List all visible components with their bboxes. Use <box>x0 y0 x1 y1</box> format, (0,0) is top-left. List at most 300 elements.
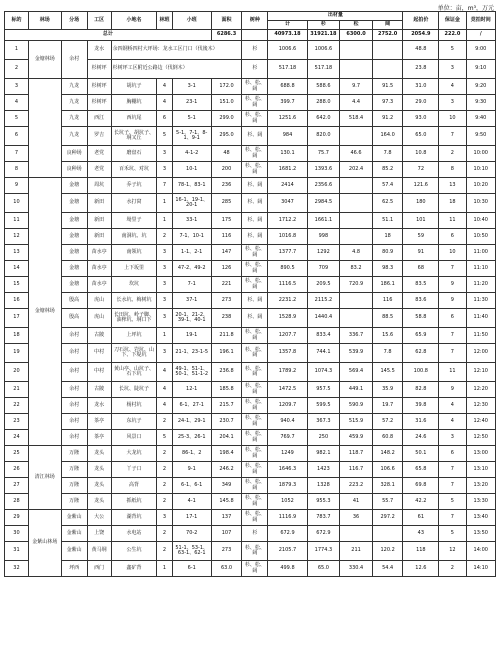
cell-total: 769.7 <box>268 430 307 446</box>
cell-place: 上坪坑 <box>111 328 157 344</box>
cell-broad: 88.5 <box>372 309 402 328</box>
cell-species: 杉、阔 <box>242 127 268 146</box>
cell-branch: 万隆 <box>61 446 87 462</box>
cell-dep: 11 <box>439 363 466 382</box>
cell-area: 285 <box>211 194 241 213</box>
cell-total: 1209.7 <box>268 398 307 414</box>
cell-time: 11:00 <box>466 245 496 261</box>
cell-broad: 19.7 <box>372 398 402 414</box>
cell-dep: 6 <box>439 229 466 245</box>
cell-dep: 8 <box>439 162 466 178</box>
cell-xiao: 47-2、49-2 <box>172 261 211 277</box>
cell-xiao: 7-1 <box>172 277 211 293</box>
cell-price: 83.5 <box>403 277 439 293</box>
cell-pine: 449.1 <box>340 382 373 398</box>
cell-total: 1249 <box>268 446 307 462</box>
cell-dep: 7 <box>439 478 466 494</box>
header-area: 面积 <box>211 12 241 30</box>
cell-area: 211.8 <box>211 328 241 344</box>
cell-broad: 80.9 <box>372 245 402 261</box>
cell-total: 517.18 <box>268 60 307 79</box>
table-row <box>5 79 496 95</box>
cell-fir: 2356.6 <box>307 178 340 194</box>
cell-price: 93.0 <box>403 111 439 127</box>
cell-time: 9:30 <box>466 95 496 111</box>
cell-seq: 13 <box>5 245 29 261</box>
cell-branch: 金塘 <box>61 229 87 245</box>
cell-species: 杉、松、阔 <box>242 561 268 577</box>
cell-place: 南洞坑、坑 <box>111 229 157 245</box>
table-row <box>5 95 496 111</box>
total-species <box>242 30 268 41</box>
cell-seq: 3 <box>5 79 29 95</box>
cell-ban: 3 <box>157 245 172 261</box>
cell-ban: 2 <box>157 462 172 478</box>
cell-area: 126 <box>211 261 241 277</box>
cell-dep: 4 <box>439 79 466 95</box>
cell-price: 48.8 <box>403 41 439 60</box>
cell-seq: 4 <box>5 95 29 111</box>
cell-species: 杉、松、阔 <box>242 111 268 127</box>
header-branch: 分场 <box>61 12 87 30</box>
cell-pine: 4.4 <box>340 95 373 111</box>
cell-seq: 2 <box>5 60 29 79</box>
cell-place: 鑫矿背 <box>111 561 157 577</box>
cell-fir: 833.4 <box>307 328 340 344</box>
cell-dep: 10 <box>439 245 466 261</box>
cell-forest: 金紫山林场 <box>28 510 61 577</box>
table-row <box>5 178 496 194</box>
cell-fir: 1440.4 <box>307 309 340 328</box>
cell-branch: 余村 <box>61 382 87 398</box>
cell-branch: 余村 <box>61 344 87 363</box>
cell-time: 9:00 <box>466 41 496 60</box>
cell-fir: 209.5 <box>307 277 340 293</box>
cell-total: 130.1 <box>268 146 307 162</box>
cell-area: 185.8 <box>211 382 241 398</box>
cell-pine: 116.7 <box>340 462 373 478</box>
cell-total: 499.8 <box>268 561 307 577</box>
cell-branch: 金塘 <box>61 194 87 213</box>
cell-time: 12:20 <box>466 382 496 398</box>
cell-fir: 783.7 <box>307 510 340 526</box>
table-row <box>5 328 496 344</box>
cell-place: 抓纸坑 <box>111 494 157 510</box>
cell-xiao: 51-1、53-1、63-1、62-1 <box>172 542 211 561</box>
cell-species: 杉、松、阔 <box>242 277 268 293</box>
cell-dep: 18 <box>439 194 466 213</box>
cell-area: 204.1 <box>211 430 241 446</box>
cell-species: 杉、松、阔 <box>242 162 268 178</box>
cell-xiao: 6-1、6-1 <box>172 478 211 494</box>
cell-place: 杨村坑 <box>111 398 157 414</box>
cell-broad: 328.1 <box>372 478 402 494</box>
cell-species: 杉、松、阔 <box>242 261 268 277</box>
cell-seq: 19 <box>5 344 29 363</box>
cell-area: 116 <box>211 229 241 245</box>
total-fir: 31921.18 <box>307 30 340 41</box>
cell-broad: 15.6 <box>372 328 402 344</box>
cell-ban: 5 <box>157 430 172 446</box>
cell-species: 杉、松、阔 <box>242 430 268 446</box>
cell-price: 39.8 <box>403 398 439 414</box>
cell-branch: 九龙 <box>61 79 87 95</box>
cell-price: 58.8 <box>403 309 439 328</box>
cell-broad <box>372 526 402 542</box>
cell-xiao: 78-1、83-1 <box>172 178 211 194</box>
cell-work-area: 龙水 <box>87 41 111 60</box>
cell-area: 299.0 <box>211 111 241 127</box>
cell-branch: 金塘 <box>61 245 87 261</box>
cell-species: 杉、松、阔 <box>242 245 268 261</box>
cell-species: 杉 <box>242 60 268 79</box>
cell-branch: 余村 <box>61 430 87 446</box>
cell-pine <box>340 60 373 79</box>
total-volume: 40973.18 <box>268 30 307 41</box>
cell-seq: 1 <box>5 41 29 60</box>
cell-price: 68 <box>403 261 439 277</box>
cell-fir: 642.0 <box>307 111 340 127</box>
cell-ban: 1 <box>157 328 172 344</box>
cell-xiao: 33-1 <box>172 213 211 229</box>
cell-seq: 20 <box>5 363 29 382</box>
cell-fir: 1393.6 <box>307 162 340 178</box>
cell-species: 杉、松、阔 <box>242 79 268 95</box>
header-seq: 标的 <box>5 12 29 30</box>
cell-price: 180 <box>403 194 439 213</box>
cell-area-name: 新田 <box>87 229 111 245</box>
cell-seq: 10 <box>5 194 29 213</box>
cell-time: 13:20 <box>466 478 496 494</box>
cell-fir: 982.1 <box>307 446 340 462</box>
cell-place: 坎坑 <box>111 277 157 293</box>
cell-seq: 28 <box>5 494 29 510</box>
cell-broad: 97.3 <box>372 95 402 111</box>
table-row <box>5 462 496 478</box>
cell-seq: 14 <box>5 261 29 277</box>
cell-pine: 9.7 <box>340 79 373 95</box>
cell-broad: 35.9 <box>372 382 402 398</box>
cell-xiao: 1-1、2-1 <box>172 245 211 261</box>
cell-broad: 54.4 <box>372 561 402 577</box>
cell-branch: 余村 <box>61 363 87 382</box>
header-fir: 杉 <box>307 21 340 30</box>
cell-fir: 672.9 <box>307 526 340 542</box>
cell-place: 高背 <box>111 478 157 494</box>
table-row <box>5 478 496 494</box>
cell-area: 273 <box>211 542 241 561</box>
cell-area: 221 <box>211 277 241 293</box>
cell-total: 1472.5 <box>268 382 307 398</box>
cell-area-name: 苗水亭 <box>87 245 111 261</box>
cell-pine <box>340 309 373 328</box>
cell-area: 238 <box>211 309 241 328</box>
cell-place: 公生坑 <box>111 542 157 561</box>
cell-total: 1052 <box>268 494 307 510</box>
table-row <box>5 446 496 462</box>
cell-species: 杉、松、阔 <box>242 146 268 162</box>
cell-ban: 2 <box>157 526 172 542</box>
cell-price: 31.0 <box>403 79 439 95</box>
cell-price: 42.2 <box>403 494 439 510</box>
cell-place: 长坑、陡坑子 <box>111 382 157 398</box>
cell-seq: 29 <box>5 510 29 526</box>
cell-price: 43 <box>403 526 439 542</box>
cell-species: 杉、松、阔 <box>242 510 268 526</box>
cell-pine <box>340 293 373 309</box>
cell-total: 1646.3 <box>268 462 307 478</box>
cell-broad: 148.2 <box>372 446 402 462</box>
cell-branch: 万隆 <box>61 462 87 478</box>
cell-price: 61 <box>403 510 439 526</box>
cell-price: 100.8 <box>403 363 439 382</box>
table-row <box>5 561 496 577</box>
cell-pine: 118.7 <box>340 446 373 462</box>
cell-ban: 3 <box>157 277 172 293</box>
cell-time: 14:10 <box>466 561 496 577</box>
cell-total: 1116.9 <box>268 510 307 526</box>
cell-ban: 1 <box>157 561 172 577</box>
cell-seq: 17 <box>5 309 29 328</box>
cell-ban: 1 <box>157 213 172 229</box>
cell-broad: 164.0 <box>372 127 402 146</box>
cell-ban: 7 <box>157 178 172 194</box>
cell-place: 刀石坑、岩坑、山下、下堤坑 <box>111 344 157 363</box>
cell-pine: 720.9 <box>340 277 373 293</box>
cell-fir: 1006.6 <box>307 41 340 60</box>
cell-xiao: 16-1、19-1、20-1 <box>172 194 211 213</box>
cell-area-name: 古陂 <box>87 328 111 344</box>
cell-dep: 3 <box>439 95 466 111</box>
cell-fir: 709 <box>307 261 340 277</box>
cell-total: 2105.7 <box>268 542 307 561</box>
cell-pine <box>340 178 373 194</box>
table-row <box>5 245 496 261</box>
cell-total: 1712.2 <box>268 213 307 229</box>
cell-seq: 16 <box>5 293 29 309</box>
cell-place: 水电站 <box>111 526 157 542</box>
table-row <box>5 229 496 245</box>
cell-work-area: 杉树坪 <box>87 60 111 79</box>
cell-time: 10:40 <box>466 213 496 229</box>
cell-dep: 9 <box>439 382 466 398</box>
cell-species: 杉 <box>242 526 268 542</box>
cell-price: 72 <box>403 162 439 178</box>
cell-ban: 2 <box>157 414 172 430</box>
cell-area-name: 西江 <box>87 111 111 127</box>
cell-species: 杉、松、阔 <box>242 382 268 398</box>
cell-branch: 九龙 <box>61 127 87 146</box>
cell-area-name: 周坑 <box>87 178 111 194</box>
header-start-price: 起拍价 <box>403 12 439 30</box>
cell-dep: 6 <box>439 309 466 328</box>
cell-place: 乔子坑 <box>111 178 157 194</box>
cell-price: 121.6 <box>403 178 439 194</box>
cell-place: 磨盘石 <box>111 146 157 162</box>
cell-time: 9:20 <box>466 79 496 95</box>
cell-xiao: 17-1 <box>172 510 211 526</box>
cell-area-name: 新田 <box>87 213 111 229</box>
cell-seq: 15 <box>5 277 29 293</box>
cell-dep: 11 <box>439 213 466 229</box>
cell-area-name: 上饶 <box>87 526 111 542</box>
cell-price: 118 <box>403 542 439 561</box>
cell-species: 杉、松、阔 <box>242 95 268 111</box>
cell-total: 399.7 <box>268 95 307 111</box>
cell-broad: 106.6 <box>372 462 402 478</box>
cell-total: 1251.6 <box>268 111 307 127</box>
cell-branch: 九龙 <box>61 95 87 111</box>
header-auction-time: 竞拍时间 <box>466 12 496 30</box>
total-pine: 6300.0 <box>340 30 373 41</box>
cell-species: 杉、松、阔 <box>242 344 268 363</box>
cell-broad: 116 <box>372 293 402 309</box>
cell-area-name: 龙头 <box>87 446 111 462</box>
cell-area-name: 苗水亭 <box>87 261 111 277</box>
table-row <box>5 127 496 146</box>
cell-place: 西坑尾 <box>111 111 157 127</box>
cell-area-name: 中村 <box>87 344 111 363</box>
cell-fir: 367.3 <box>307 414 340 430</box>
cell-ban: 3 <box>157 344 172 363</box>
cell-ban: 4 <box>157 79 172 95</box>
cell-total: 1681.2 <box>268 162 307 178</box>
cell-dep: 5 <box>439 41 466 60</box>
cell-species: 杉、松、阔 <box>242 363 268 382</box>
cell-pine <box>340 41 373 60</box>
cell-branch: 良种场 <box>61 146 87 162</box>
cell-pine <box>340 526 373 542</box>
total-deposit: 222.0 <box>439 30 466 41</box>
cell-broad: 18 <box>372 229 402 245</box>
cell-pine <box>340 194 373 213</box>
cell-ban: 1 <box>157 194 172 213</box>
cell-broad: 145.5 <box>372 363 402 382</box>
cell-broad: 57.2 <box>372 414 402 430</box>
cell-broad: 55.7 <box>372 494 402 510</box>
table-row <box>5 41 496 60</box>
total-broad: 2752.0 <box>372 30 402 41</box>
cell-pine: 336.7 <box>340 328 373 344</box>
cell-dep: 5 <box>439 494 466 510</box>
cell-area: 175 <box>211 213 241 229</box>
cell-place: 胸棚坑 <box>111 95 157 111</box>
cell-pine <box>340 213 373 229</box>
cell-area-name: 大公 <box>87 510 111 526</box>
cell-area-name: 黄马垌 <box>87 542 111 561</box>
table-row <box>5 344 496 363</box>
table-row <box>5 414 496 430</box>
cell-place: 湖背坑 <box>111 510 157 526</box>
cell-branch: 万隆 <box>61 478 87 494</box>
cell-area: 147 <box>211 245 241 261</box>
cell-total: 1528.9 <box>268 309 307 328</box>
cell-ban: 4 <box>157 95 172 111</box>
cell-area-name: 中村 <box>87 363 111 382</box>
cell-species: 杉、松、阔 <box>242 446 268 462</box>
cell-branch: 余村 <box>61 328 87 344</box>
cell-area: 63.0 <box>211 561 241 577</box>
cell-area-name: 龙头 <box>87 494 111 510</box>
cell-area: 172.0 <box>211 79 241 95</box>
cell-price: 83.6 <box>403 293 439 309</box>
table-row <box>5 398 496 414</box>
cell-time: 13:40 <box>466 510 496 526</box>
cell-fir: 1661.1 <box>307 213 340 229</box>
cell-seq: 26 <box>5 462 29 478</box>
cell-fir: 2984.5 <box>307 194 340 213</box>
cell-seq: 11 <box>5 213 29 229</box>
cell-area: 236 <box>211 178 241 194</box>
cell-time: 9:40 <box>466 111 496 127</box>
cell-broad <box>372 41 402 60</box>
cell-time: 13:10 <box>466 462 496 478</box>
cell-xiao: 5-1、7-1、8-1、9-1 <box>172 127 211 146</box>
cell-total: 1006.6 <box>268 41 307 60</box>
cell-xiao: 6-1、27-1 <box>172 398 211 414</box>
cell-fir: 288.0 <box>307 95 340 111</box>
cell-seq: 31 <box>5 542 29 561</box>
cell-area: 145.8 <box>211 494 241 510</box>
table-row <box>5 382 496 398</box>
cell-fir: 1328 <box>307 478 340 494</box>
cell-dep: 10 <box>439 111 466 127</box>
cell-pine: 518.4 <box>340 111 373 127</box>
cell-xiao: 19-1 <box>172 328 211 344</box>
cell-area: 236.8 <box>211 363 241 382</box>
cell-area: 230.7 <box>211 414 241 430</box>
cell-fir: 2115.2 <box>307 293 340 309</box>
cell-price: 24.6 <box>403 430 439 446</box>
table-row <box>5 510 496 526</box>
cell-broad: 91.5 <box>372 79 402 95</box>
cell-total: 1116.5 <box>268 277 307 293</box>
cell-xiao: 10-1 <box>172 162 211 178</box>
cell-place: 长水坑、梅树坑 <box>111 293 157 309</box>
cell-broad: 7.8 <box>372 146 402 162</box>
cell-price: 65.9 <box>403 328 439 344</box>
cell-seq: 22 <box>5 398 29 414</box>
cell-price: 101 <box>403 213 439 229</box>
cell-xiao: 4-1 <box>172 494 211 510</box>
cell-price: 29.0 <box>403 95 439 111</box>
unit-note: 单位：亩，m³，万元 <box>437 5 494 12</box>
cell-area-name: 古陂 <box>87 382 111 398</box>
header-volume: 出材量 <box>268 12 403 21</box>
cell-seq: 7 <box>5 146 29 162</box>
cell-area-name: 龙头 <box>87 478 111 494</box>
cell-xiao: 4-1-2 <box>172 146 211 162</box>
cell-seq: 30 <box>5 526 29 542</box>
cell-dep: 4 <box>439 398 466 414</box>
cell-time: 11:10 <box>466 261 496 277</box>
cell-fir: 517.18 <box>307 60 340 79</box>
cell-ban: 3 <box>157 293 172 309</box>
table-row <box>5 261 496 277</box>
cell-total: 890.5 <box>268 261 307 277</box>
table-row <box>5 363 496 382</box>
table-row <box>5 146 496 162</box>
cell-area: 48 <box>211 146 241 162</box>
cell-branch: 金塘 <box>61 277 87 293</box>
cell-species: 杉、松、阔 <box>242 414 268 430</box>
total-row <box>5 30 496 41</box>
cell-place: 大龙坑 <box>111 446 157 462</box>
cell-xiao: 24-1、29-1 <box>172 414 211 430</box>
total-area: 6286.3 <box>211 30 241 41</box>
cell-dep: 5 <box>439 526 466 542</box>
cell-seq: 12 <box>5 229 29 245</box>
